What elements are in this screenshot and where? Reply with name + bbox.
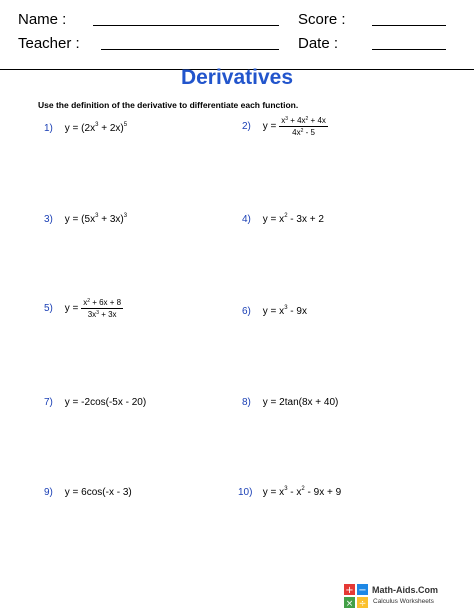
- teacher-label: Teacher :: [18, 35, 80, 52]
- problem-number: 7): [44, 397, 53, 408]
- problem-expression: $y = (2x^3 + 2x)^5$: [64, 122, 128, 134]
- problem-expression: y = $\frac{x^3 + 4x^2 + 4x}{4x^2 - 5}$: [262, 116, 326, 137]
- problem-7: [44, 397, 146, 408]
- score-line[interactable]: [372, 25, 446, 26]
- svg-text:×: ×: [345, 599, 354, 608]
- problem-1: [44, 123, 127, 134]
- teacher-line[interactable]: [101, 49, 279, 50]
- instructions: Use the definition of the derivative to differentiate each function.: [38, 100, 299, 110]
- problem-5: [44, 298, 123, 319]
- problem-expression: y = 2tan(8x + 40): [262, 397, 339, 408]
- svg-text:−: −: [358, 585, 367, 596]
- problem-3: [44, 214, 127, 225]
- problem-number: 6): [242, 306, 251, 317]
- date-line[interactable]: [372, 49, 446, 50]
- problem-number: 3): [44, 214, 53, 225]
- date-label: Date :: [298, 35, 339, 52]
- problem-2: [242, 116, 328, 137]
- problem-6: [242, 306, 307, 317]
- problem-number: 9): [44, 487, 53, 498]
- math-aids-logo-icon: [344, 584, 368, 608]
- problem-number: 5): [44, 303, 53, 315]
- name-label: Name :: [18, 11, 67, 28]
- problem-number: 2): [242, 121, 251, 133]
- problem-number: 4): [242, 214, 251, 225]
- problem-expression: y = 6cos(-x - 3): [64, 487, 132, 498]
- page-title: Derivatives: [180, 66, 294, 89]
- problem-number: 8): [242, 397, 251, 408]
- problem-expression: y = $\frac{x^2 + 6x + 8}{3x^3 + 3x}$: [64, 298, 122, 319]
- logo-brand: Math-Aids.Com: [372, 585, 438, 595]
- fraction: $\frac{x^3 + 4x^2 + 4x}{4x^2 - 5}$: [281, 116, 326, 137]
- problem-number: 10): [238, 487, 253, 498]
- problem-expression: $y = x^3 - 9x$: [262, 305, 307, 317]
- problem-8: [242, 397, 338, 408]
- problem-expression: $y = (5x^3 + 3x)^3$: [64, 213, 128, 225]
- svg-text:+: +: [345, 585, 354, 596]
- problem-expression: $y = x^2 - 3x + 2$: [262, 213, 324, 225]
- problem-expression: $y = x^3 - x^2 - 9x + 9$: [262, 486, 342, 498]
- score-label: Score :: [298, 11, 346, 28]
- problem-number: 1): [44, 123, 53, 134]
- problem-4: [242, 214, 324, 225]
- svg-text:÷: ÷: [358, 599, 367, 608]
- logo-subtitle: Calculus Worksheets: [373, 598, 434, 605]
- problem-9: [44, 487, 132, 498]
- fraction: $\frac{x^2 + 6x + 8}{3x^3 + 3x}$: [83, 298, 122, 319]
- problem-10: [238, 487, 341, 498]
- name-line[interactable]: [93, 25, 279, 26]
- problem-expression: y = -2cos(-5x - 20): [64, 397, 147, 408]
